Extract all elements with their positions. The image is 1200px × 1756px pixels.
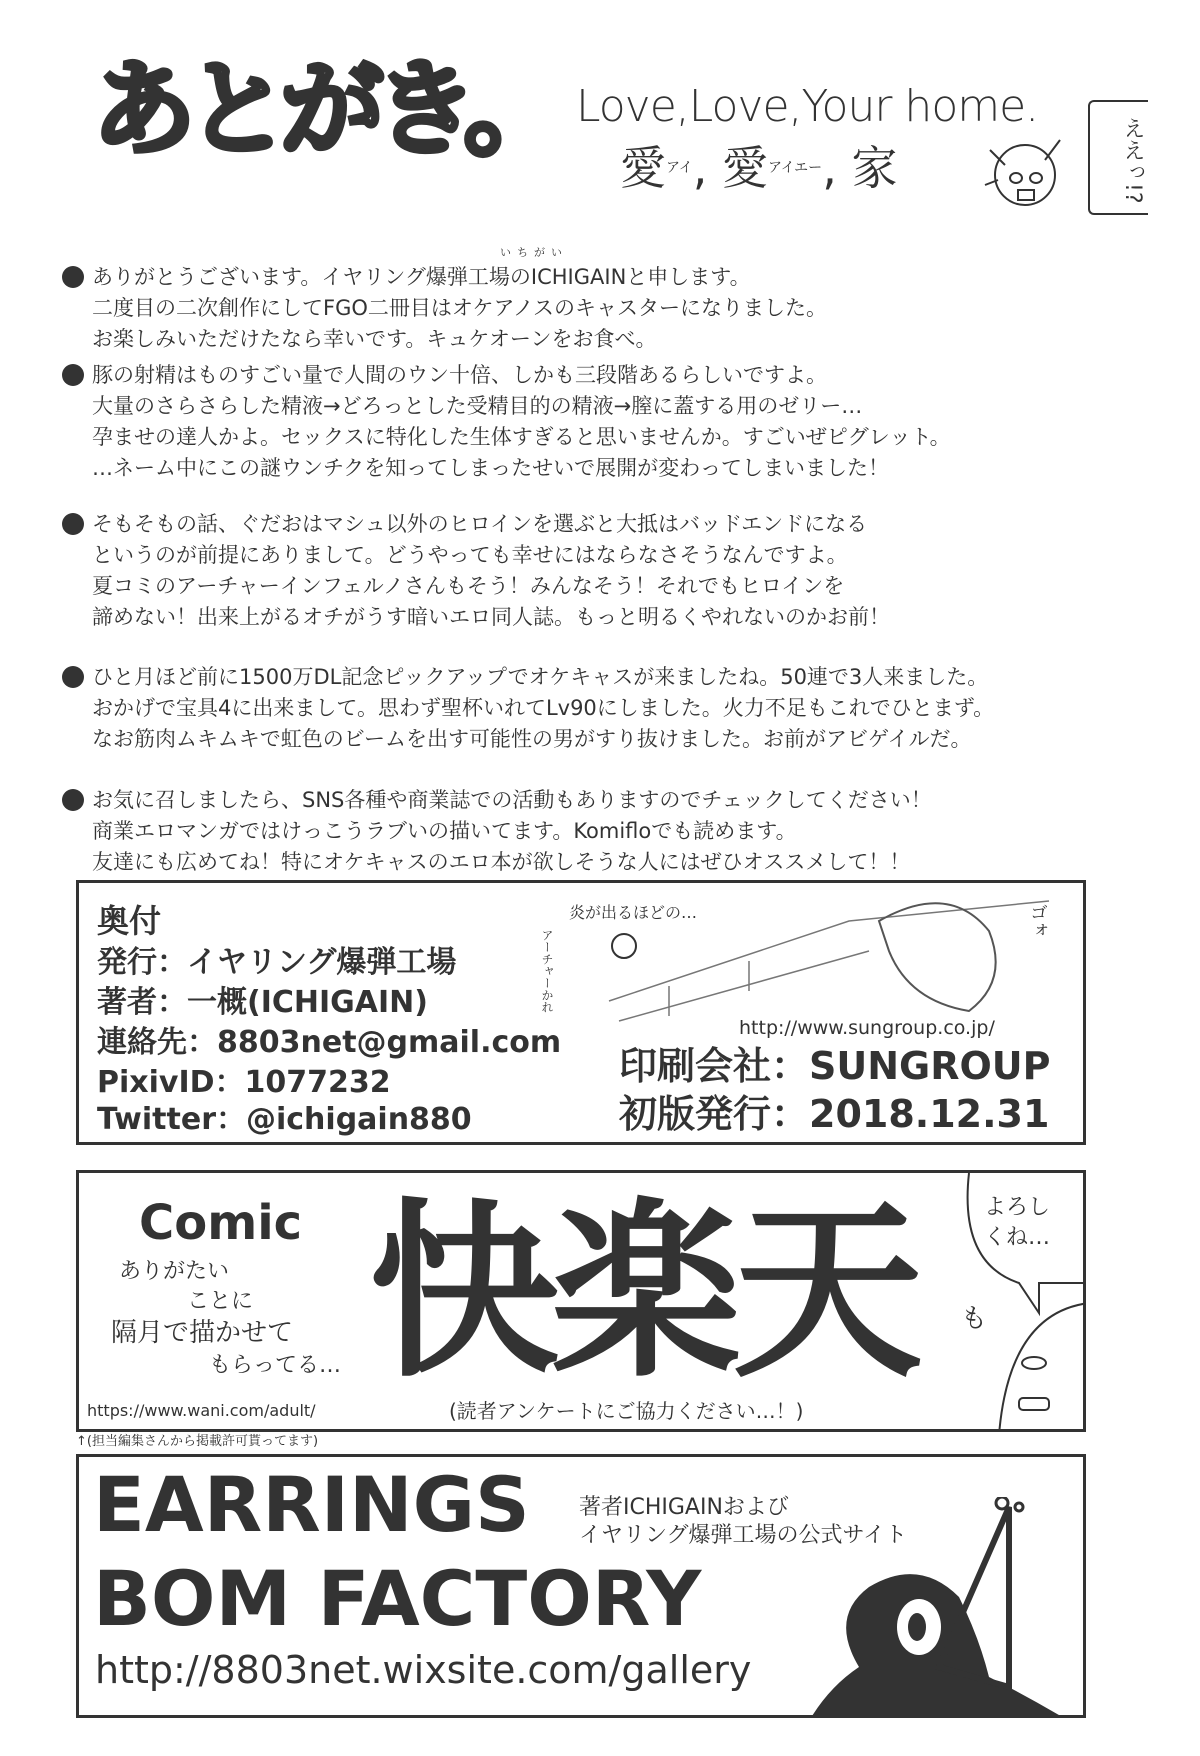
paragraph-4 [62,662,994,755]
paragraph-3 [62,509,890,633]
mo-text: も [961,1304,988,1334]
afterword-title: あとがき。 [92,48,558,170]
paragraph-line: 二度目の二次創作にしてFGO二冊目はオケアノスのキャスターになりました。 [92,296,827,320]
site-box [76,1454,1086,1718]
paragraph-1 [62,262,827,355]
paragraph-line: そもそもの話、ぐだおはマシュ以外のヒロインを選ぶと大抵はバッドエンドになる [62,509,890,540]
colophon-title: 奥付 [97,902,162,940]
paragraph-line: ありがとうございます。イヤリング爆弾工場のICHIGAINと申します。 [62,262,827,293]
exclaim-bubble: ええっ!? [1088,100,1148,215]
site-description-1: 著者ICHIGAINおよび [579,1495,789,1520]
character-face-drawing [980,130,1070,210]
hand-text-4: もらってる… [209,1353,342,1378]
paragraph-line: 友達にも広めてね！特にオケキャスのエロ本が欲しそうな人にはぜひオススメして！！ [92,850,911,874]
paragraph-line: 豚の射精はものすごい量で人間のウン十倍、しかも三段階あるらしいですよ。 [62,360,951,391]
paragraph-line: 諦めない！出来上がるオチがうす暗いエロ同人誌。もっと明るくやれないのかお前！ [92,605,890,629]
colophon-author: 著者：一概(ICHIGAIN) [97,985,428,1020]
site-name-line-1: EARRINGS [93,1460,530,1549]
kairakuten-box [76,1170,1086,1432]
name-ruby: いちがい [500,246,568,259]
paragraph-line: 商業エロマンガではけっこうラブいの描いてます。Komifloでも読めます。 [92,819,797,843]
colophon-contact: 連絡先：8803net@gmail.com [97,1025,562,1060]
paragraph-line: 夏コミのアーチャーインフェルノさんもそう！みんなそう！それでもヒロインを [92,574,845,598]
paragraph-line: …ネーム中にこの謎ウンチクを知ってしまったせいで展開が変わってしまいました！ [92,456,889,480]
colophon-pixiv: PixivID：1077232 [97,1065,391,1100]
afterword-subtitle-jp: 愛$^{アイ}$, 愛$^{アイエー}$, 家 [620,141,898,195]
first-edition-date: 初版発行：2018.12.31 [619,1092,1050,1136]
kairakuten-logo: 快楽天 [369,1182,916,1403]
paragraph-line: ひと月ほど前に1500万DL記念ピックアップでオケキャスが来ましたね。50連で3人来ました。 [62,662,994,693]
subtitle-ai-ruby: アイ [666,160,693,176]
paragraph-line: おかげで宝具4に出来まして。思わず聖杯いれてLv90にしました。火力不足もこれでひとまず。 [92,696,995,720]
paragraph-line: お気に召しましたら、SNS各種や商業誌での活動もありますのでチェックしてください！ [62,785,932,816]
site-name-line-2: BOM FACTORY [93,1554,702,1643]
speech-bubble-text: よろしくね… [984,1195,1051,1250]
subtitle-aie-ruby: アイエー [768,160,823,176]
sketch-caption: 炎が出るほどの… [569,903,698,922]
hand-text-1: ありがたい [119,1259,230,1284]
hand-text-3: 隔月で描かせて [111,1318,294,1348]
paragraph-line: 大量のさらさらした精液→どろっとした受精目的の精液→膣に蓋する用のゼリー… [92,394,863,418]
site-description-2: イヤリング爆弾工場の公式サイト [579,1523,908,1548]
colophon-twitter: Twitter：@ichigain880 [97,1102,472,1137]
paragraph-5 [62,785,932,878]
paragraph-2 [62,360,951,484]
printer-name: 印刷会社：SUNGROUP [619,1044,1051,1088]
wani-url[interactable]: https://www.wani.com/adult/ [87,1401,316,1420]
afterword-subtitle-en: Love,Love,Your home. [576,81,1039,132]
subtitle-ai-2: 愛 [722,141,768,195]
comic-label: Comic [139,1195,303,1251]
survey-request: (読者アンケートにご協力ください…！) [449,1399,804,1423]
paragraph-line: 孕ませの達人かよ。セックスに特化した生体すぎると思いませんか。すごいぜピグレット。 [92,425,951,449]
permission-note: ↑(担当編集さんから掲載許可貰ってます) [76,1434,319,1449]
colophon-publisher: 発行：イヤリング爆弾工場 [97,945,457,980]
gallery-url[interactable]: http://8803net.wixsite.com/gallery [95,1648,752,1692]
paragraph-line: お楽しみいただけたなら幸いです。キュケオーンをお食べ。 [92,327,657,351]
paragraph-line: というのが前提にありまして。どうやっても幸せにはならなさそうなんですよ。 [92,543,848,567]
bomb-creature-drawing [769,1497,1086,1718]
subtitle-ai-1: 愛 [620,141,666,195]
hand-text-2: ことに [187,1289,254,1314]
sketch-side-text: アーチャーかれ [540,929,554,1013]
paragraph-line: なお筋肉ムキムキで虹色のビームを出す可能性の男がすり抜けました。お前がアビゲイルだ。 [92,727,972,751]
subtitle-ie: 家 [851,141,898,195]
colophon-box [76,880,1086,1145]
sketch-sfx: ゴォ [1027,903,1048,939]
printer-url[interactable]: http://www.sungroup.co.jp/ [739,1017,995,1039]
